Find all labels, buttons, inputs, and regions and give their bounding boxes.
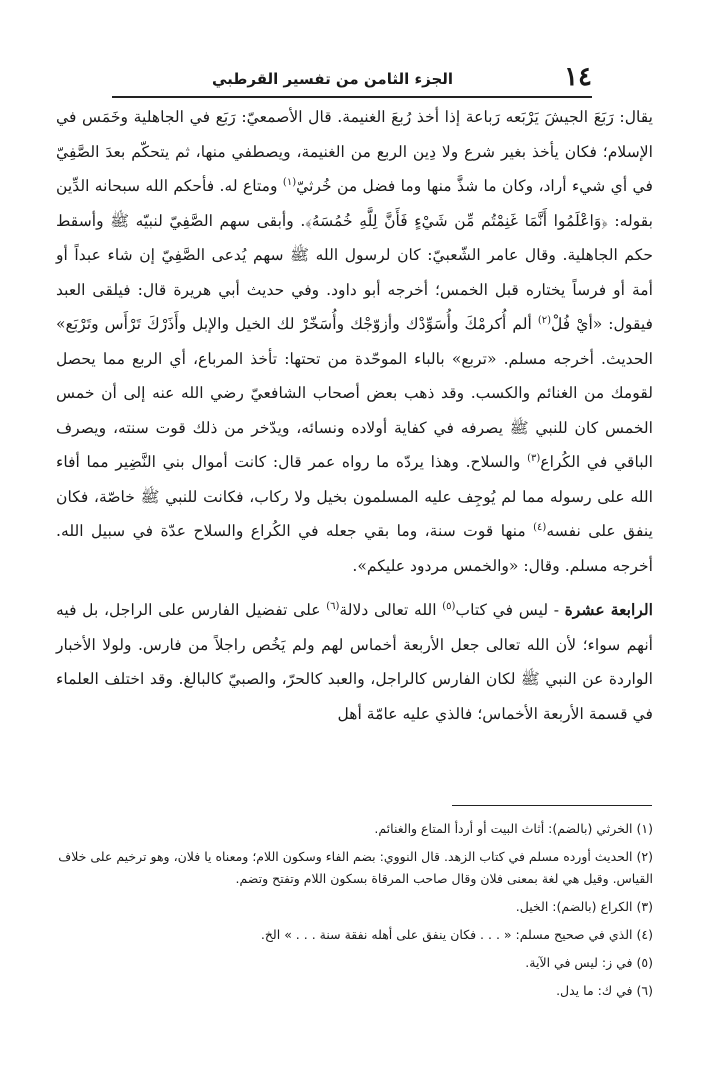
footnote: [56, 952, 653, 974]
footnotes: [56, 818, 653, 1008]
text-run: ألم أُكرمْكَ وأُسَوِّدْك وأزوّجْك وأُسَخّرْ لك الخيل والإبل وأَذَرْكَ تَرْأَس وتَرْبَع» الحديث. أخرجه مسلم. «تربع» بالباء الموحّدة من تحتها: تأخذ المرباع، أي الربع مما يحصل لقومك من الغنائم والكسب. وقد ذهب بعض أصحاب الشافعيّ رضي الله عنه إلى أن خمس الخمس كان للنبي ﷺ يصرفه في كفاية أولاده ونسائه، ويدّخر من ذلك قوت سنته، ويصرف الباقي في الكُراع: [56, 315, 653, 471]
footnote-ref: (٢): [537, 314, 551, 326]
footnote-text: في ك: ما يدل.: [556, 983, 633, 998]
footnote-text: الخرثي (بالضم): أثاث البيت أو أردأ المتاع والغنائم.: [374, 821, 633, 836]
text-run: والسلاح. وهذا يردّه ما رواه عمر قال: كانت أموال بني النَّضِير مما أفاء الله على رسوله مما لم يُوجِف عليه المسلمون بخيل ولا ركاب، فكانت للنبي ﷺ خاصّة، فكان ينفق على نفسه: [56, 453, 653, 540]
footnote-ref: (٤): [533, 521, 547, 533]
footnote: [56, 846, 653, 890]
text-run: يقال: رَبَعَ الجيشَ يَرْبَعه رَباعة إذا أخذ رُبعَ الغنيمة. قال الأصمعيّ: رَبَع في الجاهلية وخَمَس في الإسلام؛ فكان يأخذ بغير شرع ولا دِين الربع من الغنيمة، ويصطفي منها، ثم يتحكّم بعدَ الصَّفِيّ في أي شيء أراد، وكان ما شذَّ منها وما فضل من خُرثيّ: [56, 108, 653, 195]
footnote-ref: (٥): [442, 600, 456, 612]
footnote-number: (٢): [636, 849, 653, 864]
text-run: الله تعالى دلالة: [339, 601, 443, 619]
text-run: ومتاع له. فأحكم الله سبحانه الدِّين بقوله: ﴿وَاعْلَمُوا أَنَّمَا غَنِمْتُم مِّن شَيْءٍ فَأَنَّ لِلَّهِ خُمُسَهُ﴾. وأبقى سهم الصَّفِيّ لنبيّه ﷺ وأسقط حكم الجاهلية. وقال عامر الشّعبيّ: كان لرسول الله ﷺ سهم يُدعى الصَّفِيّ إن شاء عبداً أو أمة أو فرساً يختاره قبل الخمس؛ أخرجه أبو داود. وفي حديث أبي هريرة قال: فيلقى العبد فيقول: «أيْ فُلْ: [56, 177, 653, 333]
text-run: - ليس في كتاب: [455, 601, 565, 619]
footnote-number: (٣): [636, 899, 653, 914]
footnote-text: الكراع (بالضم): الخيل.: [515, 899, 633, 914]
footnote-text: في ز: ليس في الآية.: [525, 955, 633, 970]
footnote-rule: [452, 805, 652, 806]
section-heading: الرابعة عشرة: [564, 600, 653, 619]
footnote-number: (٦): [636, 983, 653, 998]
footnote-text: الذي في صحيح مسلم: « . . . فكان ينفق على أهله نفقة سنة . . . » الخ.: [260, 927, 633, 942]
running-title: الجزء الثامن من تفسير القرطبي: [212, 70, 454, 88]
footnote-ref: (١): [282, 176, 297, 188]
footnote: [56, 896, 653, 918]
header-rule: [112, 96, 592, 98]
footnote-text: الحديث أورده مسلم في كتاب الزهد. قال النووي: بضم الفاء وسكون اللام؛ ومعناه يا فلان، وهو ترخيم على خلاف القياس. وقيل هي لغة بمعنى فلان وقال صاحب المرقاة بسكون اللام وتفتح وتضم.: [58, 849, 653, 886]
main-text: [56, 100, 653, 731]
footnote: [56, 980, 653, 1002]
footnote-number: (٤): [636, 927, 653, 942]
text-run: منها قوت سنة، وما بقي جعله في الكُراع والسلاح عدّة في سبيل الله. أخرجه مسلم. وقال: «والخمس مردود عليكم».: [56, 522, 653, 575]
paragraph: [56, 593, 653, 731]
footnote-number: (١): [636, 821, 653, 836]
footnote-number: (٥): [636, 955, 653, 970]
paragraph: [56, 100, 653, 583]
footnote-ref: (٣): [527, 452, 541, 464]
page-number: ١٤: [564, 62, 592, 92]
footnote-ref: (٦): [326, 600, 340, 612]
page-header: [112, 62, 592, 98]
text-run: على تفضيل الفارس على الراجل، بل فيه أنهم سواء؛ لأن الله تعالى جعل الأربعة أخماس لهم ولم يَخُص راجلاً من فارس. ولولا الأخبار الواردة عن النبي ﷺ لكان الفارس كالراجل، والعبد كالحرّ، والصبيّ كالبالغ. وقد اختلف العلماء في قسمة الأربعة الأخماس؛ فالذي عليه عامّة أهل: [56, 601, 653, 723]
footnote: [56, 924, 653, 946]
footnote: [56, 818, 653, 840]
